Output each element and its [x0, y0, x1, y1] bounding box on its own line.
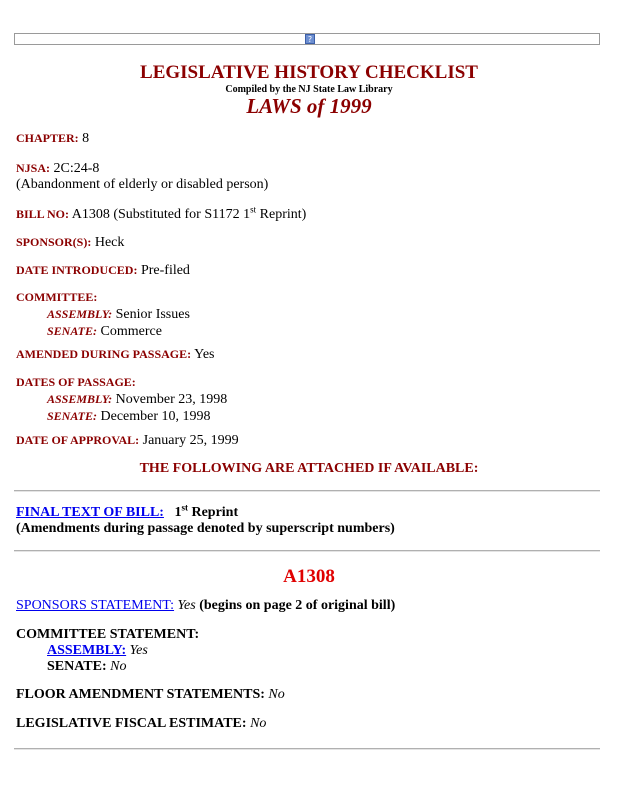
- date-introduced-label: DATE INTRODUCED:: [16, 263, 138, 277]
- sponsors-statement-note: (begins on page 2 of original bill): [199, 598, 396, 613]
- chapter-value: 8: [78, 131, 90, 146]
- committee-senate-value: Commerce: [97, 324, 162, 339]
- committee-statement-senate-label: SENATE:: [47, 659, 107, 674]
- approval-value: January 25, 1999: [139, 433, 239, 448]
- sponsor-value: Heck: [91, 235, 125, 250]
- bill-row: [16, 206, 306, 223]
- final-text-note: (Amendments during passage denoted by superscript numbers): [16, 521, 395, 536]
- committee-statement-assembly-value: Yes: [129, 643, 148, 658]
- final-text-sup: st: [181, 502, 188, 513]
- passage-label: DATES OF PASSAGE:: [16, 375, 136, 389]
- njsa-row: [16, 160, 268, 193]
- fiscal-estimate-value: No: [250, 716, 267, 731]
- sponsors-statement-row: [16, 598, 395, 614]
- sponsors-statement-value: Yes: [177, 598, 196, 613]
- committee-statement-senate-value: No: [110, 659, 127, 674]
- sponsors-statement-link[interactable]: SPONSORS STATEMENT:: [16, 598, 175, 613]
- missing-plugin-icon[interactable]: ?: [305, 34, 315, 44]
- floor-amendment-row: [16, 687, 285, 703]
- committee-assembly-value: Senior Issues: [112, 307, 190, 322]
- bill-sup: st: [250, 204, 257, 215]
- approval-label: DATE OF APPROVAL:: [16, 433, 140, 447]
- bill-tail: Reprint): [256, 207, 307, 222]
- final-text-link[interactable]: FINAL TEXT OF BILL:: [16, 505, 164, 520]
- divider: [14, 748, 600, 750]
- njsa-description: (Abandonment of elderly or disabled person): [16, 177, 269, 192]
- sponsor-label: SPONSOR(S):: [16, 235, 92, 249]
- committee-row: [16, 289, 190, 340]
- page-title: LEGISLATIVE HISTORY CHECKLIST: [140, 62, 478, 83]
- passage-senate-value: December 10, 1998: [97, 409, 211, 424]
- amended-label: AMENDED DURING PASSAGE:: [16, 347, 192, 361]
- committee-statement-assembly-link[interactable]: ASSEMBLY:: [47, 643, 127, 658]
- chapter-label: CHAPTER:: [16, 131, 79, 145]
- embedded-object-frame: [14, 33, 600, 45]
- passage-assembly-value: November 23, 1998: [112, 392, 228, 407]
- laws-year: LAWS of 1999: [246, 94, 372, 118]
- njsa-value: 2C:24-8: [50, 161, 100, 176]
- floor-amendment-label: FLOOR AMENDMENT STATEMENTS:: [16, 687, 265, 702]
- bill-value: A1308 (Substituted for S1172 1: [69, 207, 251, 222]
- bill-number-heading: A1308: [283, 566, 335, 587]
- final-text-reprint: Reprint: [187, 505, 239, 520]
- dates-of-passage-row: [16, 374, 227, 425]
- passage-senate-label: SENATE:: [47, 409, 98, 423]
- fiscal-estimate-row: [16, 716, 266, 732]
- committee-statement-row: [16, 627, 199, 675]
- date-introduced-row: [16, 262, 190, 279]
- bill-label: BILL NO:: [16, 207, 70, 221]
- divider: [14, 550, 600, 552]
- sponsor-row: [16, 234, 124, 251]
- fiscal-estimate-label: LEGISLATIVE FISCAL ESTIMATE:: [16, 716, 247, 731]
- passage-assembly-label: ASSEMBLY:: [47, 392, 113, 406]
- amended-value: Yes: [191, 347, 215, 362]
- committee-statement-label: COMMITTEE STATEMENT:: [16, 627, 200, 642]
- final-text-row: [16, 502, 395, 537]
- compiled-by: Compiled by the NJ State Law Library: [225, 84, 393, 95]
- committee-senate-label: SENATE:: [47, 324, 98, 338]
- date-introduced-value: Pre-filed: [137, 263, 190, 278]
- final-text-num: 1: [174, 505, 182, 520]
- amended-row: [16, 346, 214, 363]
- committee-assembly-label: ASSEMBLY:: [47, 307, 113, 321]
- committee-label: COMMITTEE:: [16, 290, 98, 304]
- attached-heading: THE FOLLOWING ARE ATTACHED IF AVAILABLE:: [139, 461, 479, 476]
- divider: [14, 490, 600, 492]
- njsa-label: NJSA:: [16, 161, 51, 175]
- chapter-row: [16, 130, 89, 147]
- floor-amendment-value: No: [268, 687, 285, 702]
- approval-row: [16, 432, 239, 449]
